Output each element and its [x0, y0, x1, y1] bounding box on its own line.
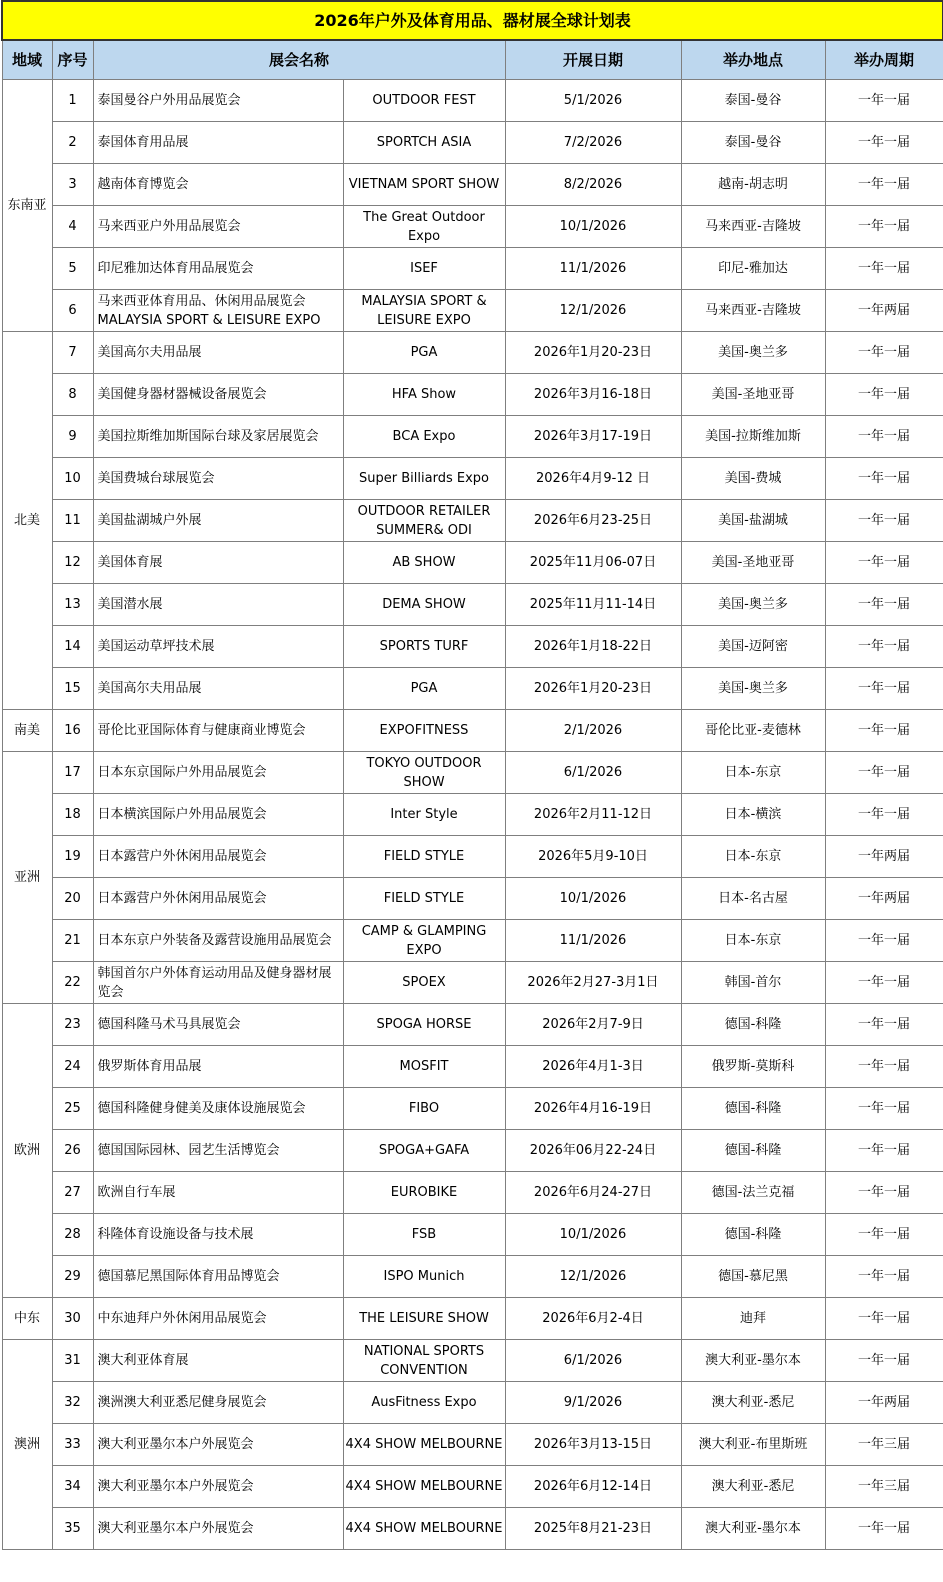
location-cell: 日本-东京: [681, 836, 825, 878]
name-cn-cell: 美国盐湖城户外展: [93, 500, 343, 542]
date-cell: 2026年6月12-14日: [505, 1466, 681, 1508]
cycle-cell: 一年一届: [825, 1256, 943, 1298]
cycle-cell: 一年一届: [825, 1088, 943, 1130]
index-cell: 12: [52, 542, 93, 584]
name-cn-cell: 马来西亚户外用品展览会: [93, 206, 343, 248]
table-row: [2, 962, 943, 1004]
cycle-cell: 一年一届: [825, 920, 943, 962]
table-row: [2, 248, 943, 290]
date-cell: 2026年6月24-27日: [505, 1172, 681, 1214]
name-en-cell: 4X4 SHOW MELBOURNE: [343, 1424, 505, 1466]
cycle-cell: 一年一届: [825, 374, 943, 416]
name-cn-cell: 德国国际园林、园艺生活博览会: [93, 1130, 343, 1172]
name-cn-cell: 美国高尔夫用品展: [93, 332, 343, 374]
cycle-cell: 一年一届: [825, 80, 943, 122]
cycle-cell: 一年一届: [825, 1340, 943, 1382]
name-en-cell: NATIONAL SPORTS CONVENTION: [343, 1340, 505, 1382]
name-en-cell: THE LEISURE SHOW: [343, 1298, 505, 1340]
name-cn-cell: 美国拉斯维加斯国际台球及家居展览会: [93, 416, 343, 458]
date-cell: 2/1/2026: [505, 710, 681, 752]
name-cn-cell: 澳大利亚墨尔本户外展览会: [93, 1508, 343, 1550]
name-cn-cell: 泰国曼谷户外用品展览会: [93, 80, 343, 122]
cycle-cell: 一年一届: [825, 500, 943, 542]
table-row: [2, 1382, 943, 1424]
name-en-cell: FIBO: [343, 1088, 505, 1130]
name-cn-cell: 马来西亚体育用品、休闲用品展览会 MALAYSIA SPORT & LEISURE EXPO: [93, 290, 343, 332]
table-body: [2, 80, 943, 1550]
date-cell: 2026年5月9-10日: [505, 836, 681, 878]
name-en-cell: OUTDOOR FEST: [343, 80, 505, 122]
name-cn-cell: 印尼雅加达体育用品展览会: [93, 248, 343, 290]
header-date: 开展日期: [505, 40, 681, 80]
cycle-cell: 一年三届: [825, 1466, 943, 1508]
name-en-cell: PGA: [343, 668, 505, 710]
location-cell: 韩国-首尔: [681, 962, 825, 1004]
table-row: [2, 374, 943, 416]
location-cell: 德国-科隆: [681, 1088, 825, 1130]
cycle-cell: 一年一届: [825, 1172, 943, 1214]
index-cell: 35: [52, 1508, 93, 1550]
location-cell: 美国-奥兰多: [681, 332, 825, 374]
cycle-cell: 一年一届: [825, 626, 943, 668]
cycle-cell: 一年一届: [825, 164, 943, 206]
index-cell: 21: [52, 920, 93, 962]
date-cell: 6/1/2026: [505, 1340, 681, 1382]
table-row: [2, 668, 943, 710]
index-cell: 6: [52, 290, 93, 332]
location-cell: 德国-慕尼黑: [681, 1256, 825, 1298]
cycle-cell: 一年一届: [825, 710, 943, 752]
table-row: [2, 500, 943, 542]
date-cell: 2026年06月22-24日: [505, 1130, 681, 1172]
date-cell: 2026年2月11-12日: [505, 794, 681, 836]
name-cn-cell: 美国运动草坪技术展: [93, 626, 343, 668]
date-cell: 11/1/2026: [505, 248, 681, 290]
name-en-cell: DEMA SHOW: [343, 584, 505, 626]
name-en-cell: SPORTS TURF: [343, 626, 505, 668]
date-cell: 2026年1月18-22日: [505, 626, 681, 668]
location-cell: 澳大利亚-墨尔本: [681, 1340, 825, 1382]
index-cell: 9: [52, 416, 93, 458]
region-cell: 南美: [2, 710, 52, 752]
table-row: [2, 710, 943, 752]
table-row: [2, 752, 943, 794]
table-row: [2, 458, 943, 500]
name-cn-cell: 澳大利亚墨尔本户外展览会: [93, 1466, 343, 1508]
name-en-cell: MOSFIT: [343, 1046, 505, 1088]
cycle-cell: 一年一届: [825, 1214, 943, 1256]
cycle-cell: 一年一届: [825, 332, 943, 374]
location-cell: 美国-拉斯维加斯: [681, 416, 825, 458]
index-cell: 28: [52, 1214, 93, 1256]
table-row: [2, 1466, 943, 1508]
name-en-cell: SPORTCH ASIA: [343, 122, 505, 164]
table-row: [2, 1298, 943, 1340]
cycle-cell: 一年一届: [825, 584, 943, 626]
location-cell: 德国-科隆: [681, 1214, 825, 1256]
date-cell: 10/1/2026: [505, 878, 681, 920]
location-cell: 美国-圣地亚哥: [681, 542, 825, 584]
name-cn-cell: 科隆体育设施设备与技术展: [93, 1214, 343, 1256]
index-cell: 34: [52, 1466, 93, 1508]
name-cn-cell: 美国费城台球展览会: [93, 458, 343, 500]
index-cell: 22: [52, 962, 93, 1004]
location-cell: 美国-圣地亚哥: [681, 374, 825, 416]
table-row: [2, 1088, 943, 1130]
location-cell: 澳大利亚-悉尼: [681, 1466, 825, 1508]
name-cn-cell: 澳大利亚墨尔本户外展览会: [93, 1424, 343, 1466]
date-cell: 2025年11月11-14日: [505, 584, 681, 626]
date-cell: 2026年2月7-9日: [505, 1004, 681, 1046]
name-cn-cell: 日本露营户外休闲用品展览会: [93, 878, 343, 920]
table-row: [2, 626, 943, 668]
cycle-cell: 一年一届: [825, 1130, 943, 1172]
region-cell: 北美: [2, 332, 52, 710]
table-row: [2, 1424, 943, 1466]
index-cell: 26: [52, 1130, 93, 1172]
cycle-cell: 一年一届: [825, 542, 943, 584]
header-index: 序号: [52, 40, 93, 80]
cycle-cell: 一年两届: [825, 836, 943, 878]
name-en-cell: Inter Style: [343, 794, 505, 836]
location-cell: 美国-费城: [681, 458, 825, 500]
table-row: [2, 584, 943, 626]
name-cn-cell: 欧洲自行车展: [93, 1172, 343, 1214]
name-cn-cell: 美国体育展: [93, 542, 343, 584]
date-cell: 2026年6月2-4日: [505, 1298, 681, 1340]
name-cn-cell: 美国健身器材器械设备展览会: [93, 374, 343, 416]
index-cell: 24: [52, 1046, 93, 1088]
index-cell: 33: [52, 1424, 93, 1466]
name-en-cell: VIETNAM SPORT SHOW: [343, 164, 505, 206]
table-row: [2, 1508, 943, 1550]
table-row: [2, 542, 943, 584]
index-cell: 13: [52, 584, 93, 626]
location-cell: 美国-奥兰多: [681, 584, 825, 626]
location-cell: 德国-科隆: [681, 1130, 825, 1172]
name-cn-cell: 澳大利亚体育展: [93, 1340, 343, 1382]
date-cell: 2026年2月27-3月1日: [505, 962, 681, 1004]
cycle-cell: 一年两届: [825, 878, 943, 920]
cycle-cell: 一年一届: [825, 248, 943, 290]
name-cn-cell: 日本横滨国际户外用品展览会: [93, 794, 343, 836]
name-en-cell: EXPOFITNESS: [343, 710, 505, 752]
date-cell: 2026年1月20-23日: [505, 668, 681, 710]
cycle-cell: 一年一届: [825, 122, 943, 164]
location-cell: 泰国-曼谷: [681, 122, 825, 164]
table-row: [2, 164, 943, 206]
location-cell: 俄罗斯-莫斯科: [681, 1046, 825, 1088]
name-cn-cell: 哥伦比亚国际体育与健康商业博览会: [93, 710, 343, 752]
table-row: [2, 1172, 943, 1214]
name-en-cell: SPOGA HORSE: [343, 1004, 505, 1046]
name-en-cell: FIELD STYLE: [343, 878, 505, 920]
date-cell: 2025年11月06-07日: [505, 542, 681, 584]
name-en-cell: OUTDOOR RETAILER SUMMER& ODI: [343, 500, 505, 542]
table-row: [2, 122, 943, 164]
index-cell: 14: [52, 626, 93, 668]
cycle-cell: 一年一届: [825, 962, 943, 1004]
name-en-cell: EUROBIKE: [343, 1172, 505, 1214]
location-cell: 泰国-曼谷: [681, 80, 825, 122]
name-cn-cell: 中东迪拜户外休闲用品展览会: [93, 1298, 343, 1340]
index-cell: 23: [52, 1004, 93, 1046]
name-en-cell: ISPO Munich: [343, 1256, 505, 1298]
name-en-cell: 4X4 SHOW MELBOURNE: [343, 1466, 505, 1508]
cycle-cell: 一年三届: [825, 1424, 943, 1466]
region-cell: 中东: [2, 1298, 52, 1340]
header-location: 举办地点: [681, 40, 825, 80]
location-cell: 马来西亚-吉隆坡: [681, 290, 825, 332]
header-region: 地域: [2, 40, 52, 80]
date-cell: 2026年1月20-23日: [505, 332, 681, 374]
date-cell: 2025年8月21-23日: [505, 1508, 681, 1550]
name-cn-cell: 美国高尔夫用品展: [93, 668, 343, 710]
cycle-cell: 一年一届: [825, 416, 943, 458]
location-cell: 日本-东京: [681, 920, 825, 962]
name-cn-cell: 越南体育博览会: [93, 164, 343, 206]
index-cell: 15: [52, 668, 93, 710]
region-cell: 澳洲: [2, 1340, 52, 1550]
index-cell: 20: [52, 878, 93, 920]
index-cell: 2: [52, 122, 93, 164]
location-cell: 越南-胡志明: [681, 164, 825, 206]
name-cn-cell: 韩国首尔户外体育运动用品及健身器材展览会: [93, 962, 343, 1004]
index-cell: 27: [52, 1172, 93, 1214]
name-en-cell: FSB: [343, 1214, 505, 1256]
index-cell: 17: [52, 752, 93, 794]
cycle-cell: 一年一届: [825, 1004, 943, 1046]
table-row: [2, 206, 943, 248]
table-row: [2, 290, 943, 332]
location-cell: 美国-盐湖城: [681, 500, 825, 542]
table-row: [2, 794, 943, 836]
index-cell: 30: [52, 1298, 93, 1340]
date-cell: 2026年3月16-18日: [505, 374, 681, 416]
name-en-cell: SPOEX: [343, 962, 505, 1004]
name-cn-cell: 俄罗斯体育用品展: [93, 1046, 343, 1088]
name-cn-cell: 澳洲澳大利亚悉尼健身展览会: [93, 1382, 343, 1424]
cycle-cell: 一年一届: [825, 752, 943, 794]
index-cell: 5: [52, 248, 93, 290]
name-en-cell: TOKYO OUTDOOR SHOW: [343, 752, 505, 794]
index-cell: 18: [52, 794, 93, 836]
location-cell: 澳大利亚-悉尼: [681, 1382, 825, 1424]
date-cell: 2026年3月13-15日: [505, 1424, 681, 1466]
name-en-cell: AusFitness Expo: [343, 1382, 505, 1424]
location-cell: 美国-奥兰多: [681, 668, 825, 710]
table-row: [2, 416, 943, 458]
name-cn-cell: 日本东京户外装备及露营设施用品展览会: [93, 920, 343, 962]
index-cell: 16: [52, 710, 93, 752]
name-en-cell: FIELD STYLE: [343, 836, 505, 878]
index-cell: 8: [52, 374, 93, 416]
date-cell: 10/1/2026: [505, 1214, 681, 1256]
location-cell: 马来西亚-吉隆坡: [681, 206, 825, 248]
name-en-cell: The Great Outdoor Expo: [343, 206, 505, 248]
table-row: [2, 80, 943, 122]
date-cell: 2026年4月16-19日: [505, 1088, 681, 1130]
title-row: [2, 1, 943, 40]
cycle-cell: 一年两届: [825, 290, 943, 332]
cycle-cell: 一年一届: [825, 458, 943, 500]
table-row: [2, 1004, 943, 1046]
date-cell: 10/1/2026: [505, 206, 681, 248]
exhibition-table: [1, 0, 943, 1550]
date-cell: 7/2/2026: [505, 122, 681, 164]
cycle-cell: 一年一届: [825, 668, 943, 710]
name-en-cell: HFA Show: [343, 374, 505, 416]
cycle-cell: 一年一届: [825, 206, 943, 248]
location-cell: 日本-东京: [681, 752, 825, 794]
date-cell: 6/1/2026: [505, 752, 681, 794]
region-cell: 亚洲: [2, 752, 52, 1004]
table-title: 2026年户外及体育用品、器材展全球计划表: [2, 1, 943, 40]
header-cycle: 举办周期: [825, 40, 943, 80]
table-row: [2, 920, 943, 962]
date-cell: 12/1/2026: [505, 290, 681, 332]
name-cn-cell: 日本东京国际户外用品展览会: [93, 752, 343, 794]
cycle-cell: 一年一届: [825, 1298, 943, 1340]
name-cn-cell: 德国科隆马术马具展览会: [93, 1004, 343, 1046]
name-en-cell: SPOGA+GAFA: [343, 1130, 505, 1172]
index-cell: 1: [52, 80, 93, 122]
date-cell: 11/1/2026: [505, 920, 681, 962]
table-row: [2, 1214, 943, 1256]
name-en-cell: Super Billiards Expo: [343, 458, 505, 500]
table-row: [2, 332, 943, 374]
index-cell: 3: [52, 164, 93, 206]
region-cell: 欧洲: [2, 1004, 52, 1298]
location-cell: 迪拜: [681, 1298, 825, 1340]
index-cell: 29: [52, 1256, 93, 1298]
location-cell: 日本-名古屋: [681, 878, 825, 920]
cycle-cell: 一年两届: [825, 1382, 943, 1424]
location-cell: 日本-横滨: [681, 794, 825, 836]
name-en-cell: BCA Expo: [343, 416, 505, 458]
location-cell: 澳大利亚-布里斯班: [681, 1424, 825, 1466]
date-cell: 2026年4月1-3日: [505, 1046, 681, 1088]
index-cell: 31: [52, 1340, 93, 1382]
cycle-cell: 一年一届: [825, 1508, 943, 1550]
index-cell: 4: [52, 206, 93, 248]
table-row: [2, 1046, 943, 1088]
table-row: [2, 1130, 943, 1172]
date-cell: 2026年3月17-19日: [505, 416, 681, 458]
index-cell: 10: [52, 458, 93, 500]
location-cell: 美国-迈阿密: [681, 626, 825, 668]
name-en-cell: CAMP & GLAMPING EXPO: [343, 920, 505, 962]
region-cell: 东南亚: [2, 80, 52, 332]
name-en-cell: ISEF: [343, 248, 505, 290]
location-cell: 哥伦比亚-麦德林: [681, 710, 825, 752]
name-en-cell: 4X4 SHOW MELBOURNE: [343, 1508, 505, 1550]
date-cell: 9/1/2026: [505, 1382, 681, 1424]
index-cell: 25: [52, 1088, 93, 1130]
name-cn-cell: 美国潜水展: [93, 584, 343, 626]
header-row: [2, 40, 943, 80]
table-row: [2, 836, 943, 878]
name-en-cell: PGA: [343, 332, 505, 374]
index-cell: 11: [52, 500, 93, 542]
date-cell: 2026年4月9-12 日: [505, 458, 681, 500]
table-row: [2, 1340, 943, 1382]
index-cell: 7: [52, 332, 93, 374]
location-cell: 德国-科隆: [681, 1004, 825, 1046]
header-name: 展会名称: [93, 40, 505, 80]
location-cell: 印尼-雅加达: [681, 248, 825, 290]
date-cell: 5/1/2026: [505, 80, 681, 122]
name-en-cell: AB SHOW: [343, 542, 505, 584]
index-cell: 19: [52, 836, 93, 878]
name-cn-cell: 德国科隆健身健美及康体设施展览会: [93, 1088, 343, 1130]
cycle-cell: 一年一届: [825, 794, 943, 836]
location-cell: 澳大利亚-墨尔本: [681, 1508, 825, 1550]
name-cn-cell: 德国慕尼黑国际体育用品博览会: [93, 1256, 343, 1298]
index-cell: 32: [52, 1382, 93, 1424]
name-cn-cell: 日本露营户外休闲用品展览会: [93, 836, 343, 878]
table-row: [2, 1256, 943, 1298]
location-cell: 德国-法兰克福: [681, 1172, 825, 1214]
name-cn-cell: 泰国体育用品展: [93, 122, 343, 164]
name-en-cell: MALAYSIA SPORT & LEISURE EXPO: [343, 290, 505, 332]
date-cell: 8/2/2026: [505, 164, 681, 206]
table-row: [2, 878, 943, 920]
date-cell: 12/1/2026: [505, 1256, 681, 1298]
cycle-cell: 一年一届: [825, 1046, 943, 1088]
date-cell: 2026年6月23-25日: [505, 500, 681, 542]
